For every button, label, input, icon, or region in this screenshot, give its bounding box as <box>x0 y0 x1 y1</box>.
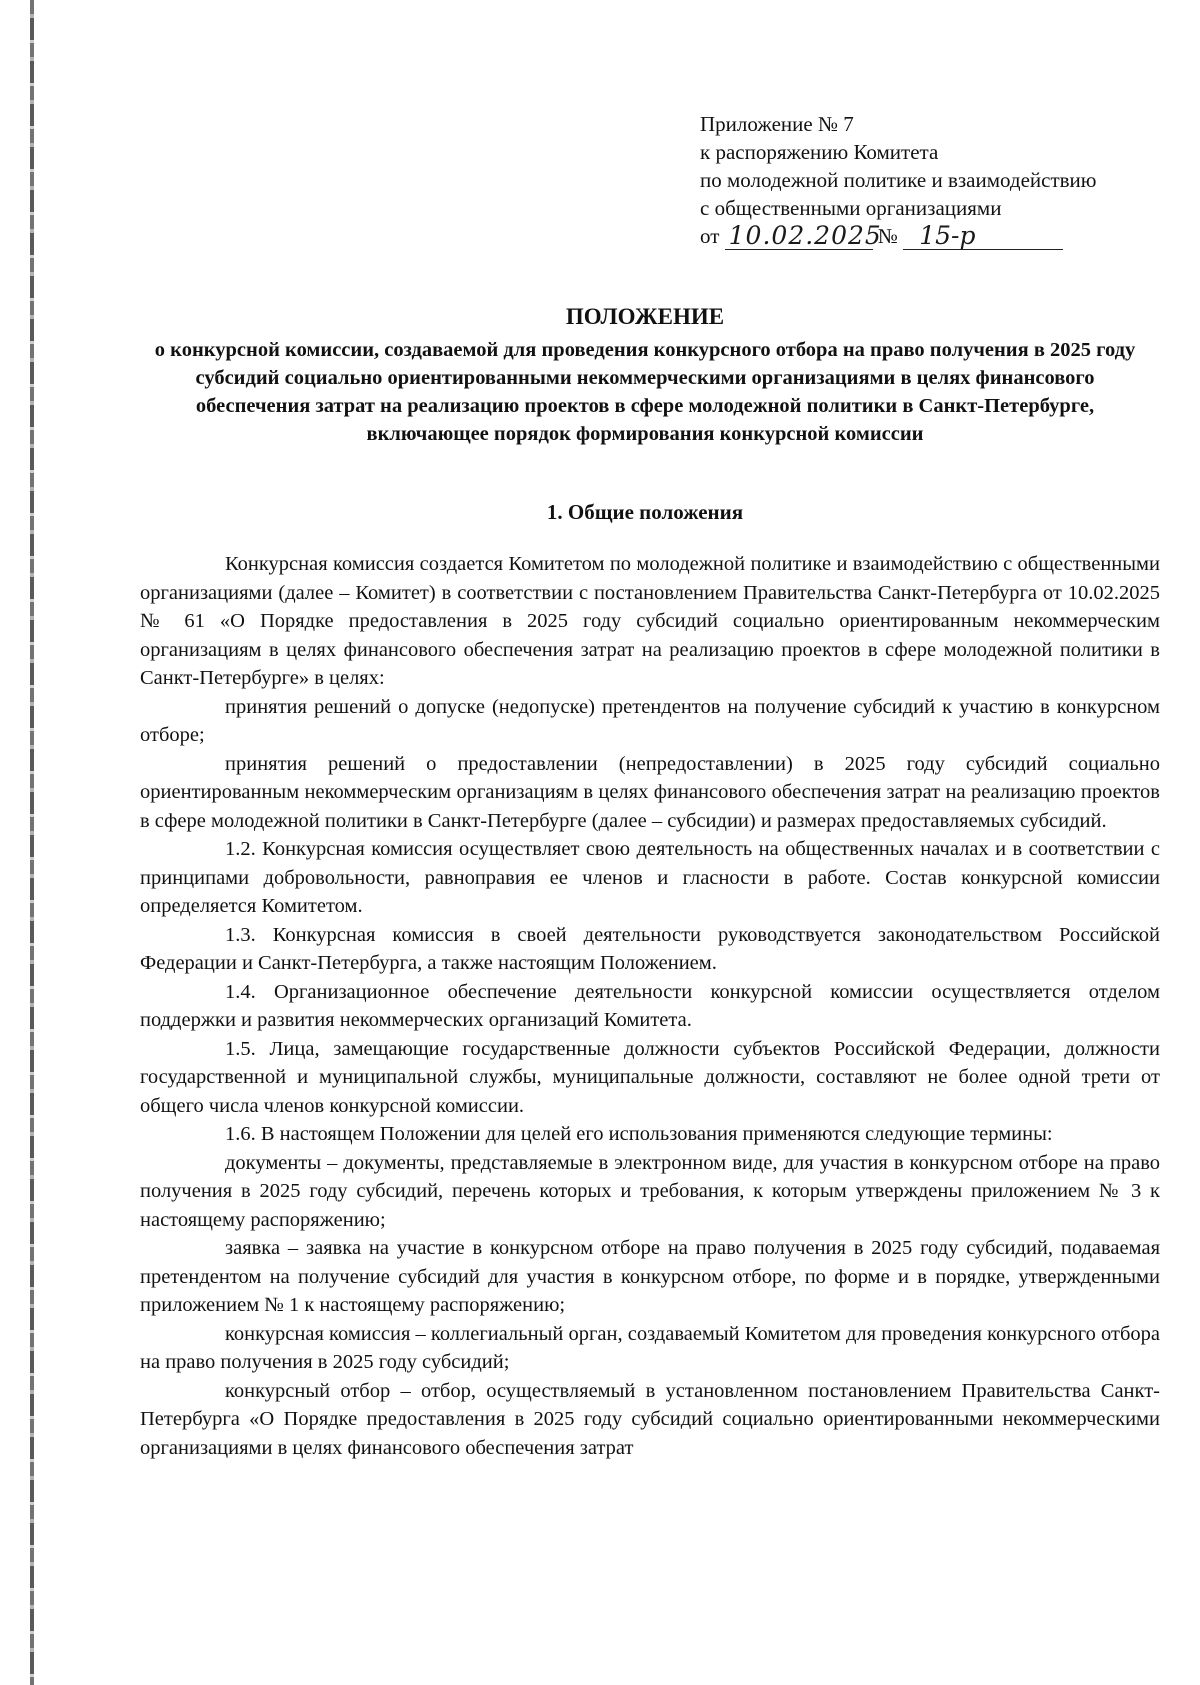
term-documents: документы – документы, представляемые в электронном виде, для участия в конкурсном отборе на право получения в 2025 году субсидий, перечень которых и требования, к которым утверждены приложением № 3 к настоящему распоряжению; <box>140 1151 1160 1231</box>
from-label: от <box>700 224 720 248</box>
appendix-order-ref: к распоряжению Комитета <box>700 140 939 164</box>
paragraph-1-3: 1.3. Конкурсная комиссия в своей деятельности руководствуется законодательством Российской Федерации и Санкт-Петербурга, а также настоящим Положением. <box>140 923 1160 974</box>
scan-edge-artifact <box>30 0 34 1685</box>
appendix-number: Приложение № 7 <box>700 112 854 136</box>
appendix-committee-line-2: с общественными организациями <box>700 196 1002 220</box>
section-heading: 1. Общие положения <box>546 500 744 524</box>
term-selection: конкурсный отбор – отбор, осуществляемый в установленном постановлением Правительства Санкт-Петербурга «О Порядке предоставления в 2025 году субсидий социально ориентированными некоммерческими организациями в целях финансового обеспечения затрат <box>140 1379 1160 1459</box>
paragraph-1-2: 1.2. Конкурсная комиссия осуществляет свою деятельность на общественных началах и в соответствии с принципами добровольности, равноправия ее членов и гласности в работе. Состав конкурсной комиссии определяется Комитетом. <box>140 838 1160 917</box>
document-body <box>140 550 1160 1462</box>
paragraph-purpose-grant: принятия решений о предоставлении (непредоставлении) в 2025 году субсидий социально ориентированным некоммерческим организациям в целях финансового обеспечения затрат на реализацию проектов в сфере молодежной политики в Санкт-Петербурге (далее – субсидии) и размерах предоставляемых субсидий. <box>140 752 1160 832</box>
term-commission: конкурсная комиссия – коллегиальный орган, создаваемый Комитетом для проведения конкурсного отбора на право получения в 2025 году субсидий; <box>140 1322 1160 1373</box>
paragraph-1-5: 1.5. Лица, замещающие государственные должности субъектов Российской Федерации, должности государственной и муниципальной службы, муниципальные должности, составляют не более одной трети от общего числа членов конкурсной комиссии. <box>140 1037 1160 1117</box>
paragraph-purpose-admission: принятия решений о допуске (недопуске) претендентов на получение субсидий к участию в конкурсном отборе; <box>140 695 1160 746</box>
term-application: заявка – заявка на участие в конкурсном отборе на право получения в 2025 году субсидий, подаваемая претендентом на получение субсидий для участия в конкурсном отборе, по форме и в порядке, утвержденными приложением № 1 к настоящему распоряжению; <box>140 1237 1160 1316</box>
document-subtitle: о конкурсной комиссии, создаваемой для проведения конкурсного отбора на право получения в 2025 году субсидий социально ориентированными некоммерческими организациями в целях финансового обеспечения затрат на реализацию проектов в сфере молодежной политики в Санкт-Петербурге, включающее порядок формирования конкурсной комиссии <box>154 339 1136 445</box>
document-title-block <box>150 302 1140 448</box>
handwritten-date: 10.02.2025 <box>725 223 873 250</box>
appendix-committee-line: по молодежной политике и взаимодействию <box>700 168 1097 192</box>
number-label: № <box>877 224 898 248</box>
paragraph-1-1: Конкурсная комиссия создается Комитетом по молодежной политике и взаимодействию с общественными организациями (далее – Комитет) в соответствии с постановлением Правительства Санкт-Петербурга от 10.02.2025 № 61 «О Порядке предоставления в 2025 году субсидий социально ориентированным некоммерческим организациям в целях финансового обеспечения затрат на реализацию проектов в сфере молодежной политики в Санкт-Петербурге» в целях: <box>140 553 1160 689</box>
appendix-header <box>700 110 1170 250</box>
paragraph-1-6: 1.6. В настоящем Положении для целей его использования применяются следующие термины: <box>225 1123 1053 1145</box>
handwritten-order-number: 15-р <box>903 223 1063 250</box>
document-title: ПОЛОЖЕНИЕ <box>565 304 725 329</box>
paragraph-1-4: 1.4. Организационное обеспечение деятельности конкурсной комиссии осуществляется отделом поддержки и развития некоммерческих организаций Комитета. <box>140 980 1160 1031</box>
order-date-number-row <box>700 222 1170 250</box>
